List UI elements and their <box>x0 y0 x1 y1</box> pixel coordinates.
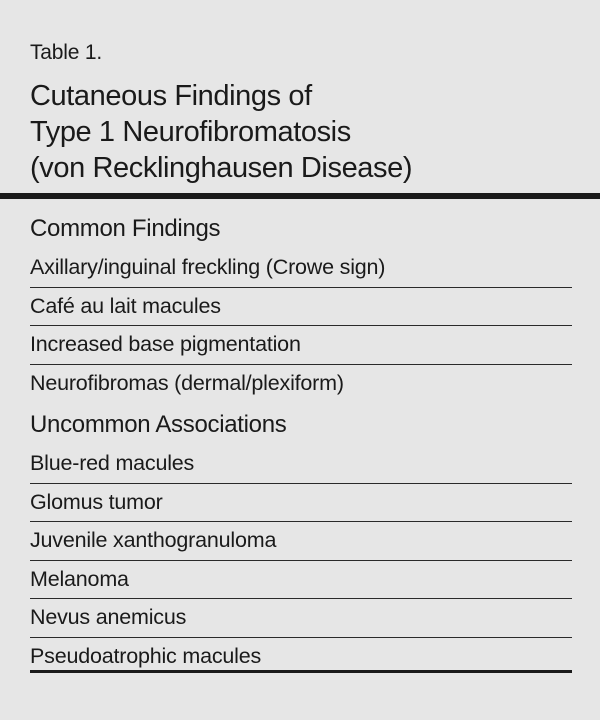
table-row: Melanoma <box>30 561 572 600</box>
table-label: Table 1. <box>30 41 102 64</box>
section-heading-common: Common Findings <box>30 215 221 242</box>
table-row: Pseudoatrophic macules <box>30 644 262 669</box>
table-row: Increased base pigmentation <box>30 326 572 365</box>
table-body <box>30 199 572 676</box>
table-row: Neurofibromas (dermal/plexiform) <box>30 371 344 396</box>
table-title <box>30 78 412 186</box>
table-row: Axillary/inguinal freckling (Crowe sign) <box>30 249 572 288</box>
table-row: Blue-red macules <box>30 445 572 484</box>
title-line: Type 1 Neurofibromatosis <box>30 116 351 148</box>
table-row: Juvenile xanthogranuloma <box>30 522 572 561</box>
table-row: Café au lait macules <box>30 288 572 327</box>
section-heading-uncommon: Uncommon Associations <box>30 411 287 438</box>
footer-rule <box>30 670 572 673</box>
table-row: Nevus anemicus <box>30 599 572 638</box>
title-line: Cutaneous Findings of <box>30 80 312 112</box>
table-row: Glomus tumor <box>30 484 572 523</box>
title-line: (von Recklinghausen Disease) <box>30 152 413 184</box>
